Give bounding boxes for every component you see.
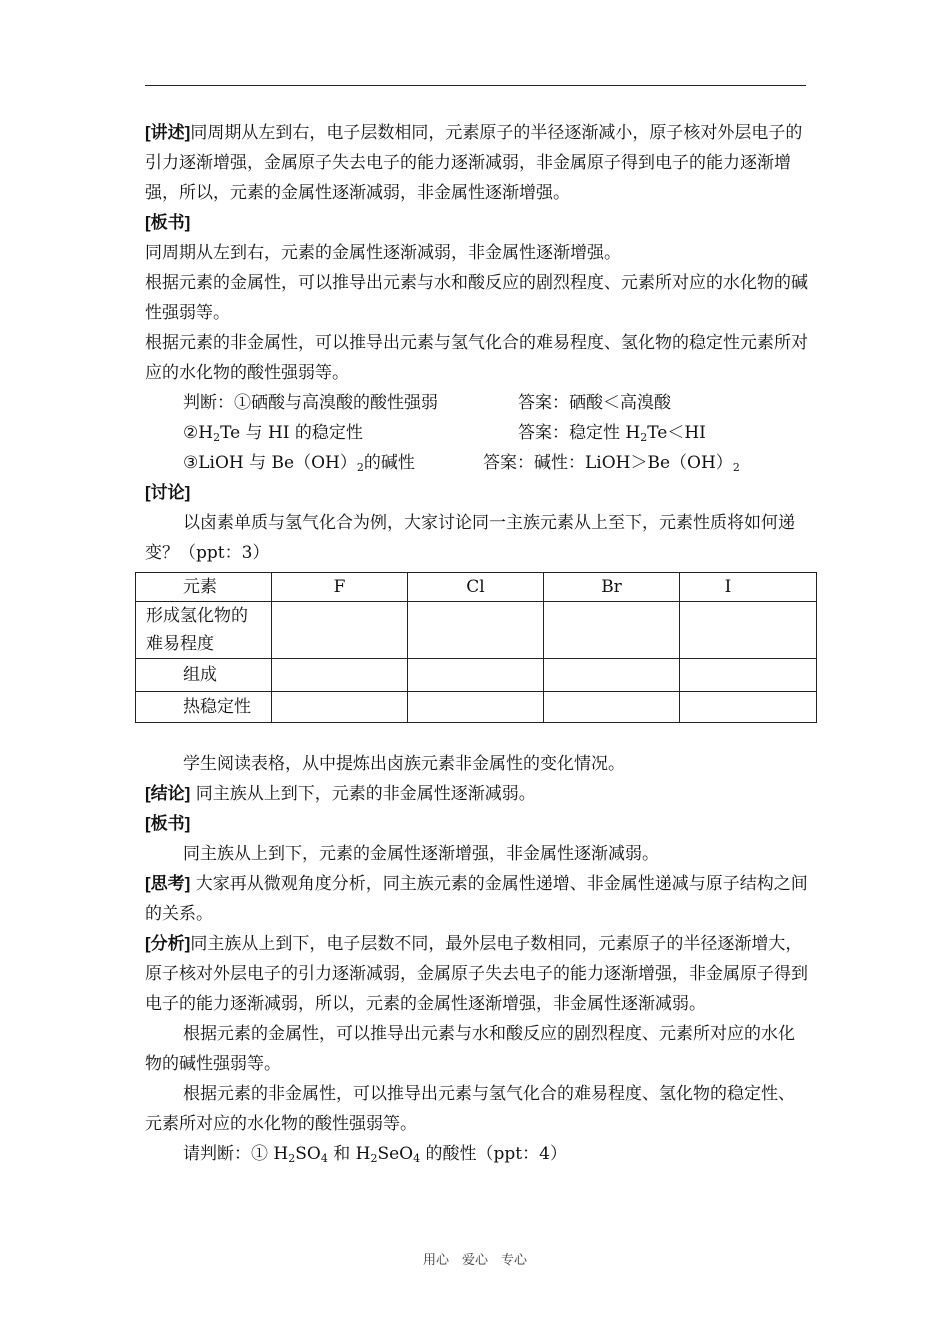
document-body [145,118,808,1169]
table-cell [408,692,544,723]
conclusion-text: 同主族从上到下，元素的非金属性逐渐减弱。 [190,784,536,804]
label-conclusion: [结论] [145,784,191,803]
think-text: 大家再从微观角度分析，同主族元素的金属性递增、非金属性递减与原子结构之间的关系。 [145,874,808,924]
table-cell [544,692,680,723]
board-1-line-2: 根据元素的金属性，可以推导出元素与水和酸反应的剧烈程度、元素所对应的水化物的碱性强弱等。 [145,273,808,323]
paragraph-think [145,869,808,929]
label-lecture: [讲述] [145,123,191,142]
judge-line-2 [145,418,808,448]
table-cell [408,602,544,659]
page-footer: 用心 爱心 专心 [422,1253,527,1268]
lecture-text: 同周期从左到右，电子层数相同，元素原子的半径逐渐减小，原子核对外层电子的引力逐渐增强，金属原子失去电子的能力逐渐减弱，非金属原子得到电子的能力逐渐增强，所以，元素的金属性逐渐减弱，非金属性逐渐增强。 [145,123,803,203]
table-row [136,602,817,659]
paragraph-lecture [145,118,808,208]
board-2-text: 同主族从上到下，元素的金属性逐渐增强，非金属性逐渐减弱。 [183,844,659,864]
table-header-cell: 元素 [136,573,272,602]
table-header-cell: F [272,573,408,602]
please-judge-line: 请判断：① $H_2SO_4$ 和 $H_2SeO_4$ 的酸性（ppt：4） [183,1144,567,1165]
halogen-table [135,572,817,723]
analysis-text: 同主族从上到下，电子层数不同，最外层电子数相同，元素原子的半径逐渐增大，原子核对外层电子的引力逐渐减弱，金属原子失去电子的能力逐渐增强，非金属原子得到电子的能力逐渐减弱，所以，元素的金属性逐渐增强，非金属性逐渐减弱。 [145,934,808,1014]
table-header-cell: Br [544,573,680,602]
label-board-1: [板书] [145,213,191,232]
table-header-cell: Cl [408,573,544,602]
label-discuss: [讨论] [145,483,191,502]
table-cell [272,602,408,659]
judge-question-2: $②H_2Te$ 与 HI 的稳定性 [183,423,363,444]
judge-question-1: 判断：①硒酸与高溴酸的酸性强弱 [183,393,438,413]
label-board-2: [板书] [145,814,191,833]
discuss-text: 以卤素单质与氢气化合为例，大家讨论同一主族元素从上至下，元素性质将如何递变？（ppt：3） [145,513,795,563]
table-cell [544,659,680,692]
metal-paragraph: 根据元素的金属性，可以推导出元素与水和酸反应的剧烈程度、元素所对应的水化物的碱性强弱等。 [145,1024,795,1074]
table-cell [680,659,817,692]
table-row-label: 热稳定性 [136,692,272,723]
table-row-label: 形成氢化物的 难易程度 [136,602,272,659]
table-cell [272,659,408,692]
judge-answer-2: 答案：稳定性 $H_2Te<HI$ [518,423,706,444]
judge-answer-3: 答案：碱性：$LiOH>Be(OH)_2$ [483,453,740,474]
student-read-text: 学生阅读表格，从中提炼出卤族元素非金属性的变化情况。 [183,754,625,774]
table-header-row [136,573,817,602]
label-analysis: [分析] [145,934,191,953]
judge-answer-1: 答案：硒酸＜高溴酸 [518,393,671,413]
paragraph-conclusion [145,779,808,809]
board-1-line-3: 根据元素的非金属性，可以推导出元素与氢气化合的难易程度、氢化物的稳定性元素所对应的水化物的酸性强弱等。 [145,333,808,383]
table-row [136,659,817,692]
table-row [136,692,817,723]
judge-line-1 [145,388,808,418]
header-rule [145,85,806,86]
paragraph-analysis [145,929,808,1019]
board-1-line-1: 同周期从左到右，元素的金属性逐渐减弱，非金属性逐渐增强。 [145,243,621,263]
table-cell [272,692,408,723]
judge-line-3 [145,448,808,478]
table-cell [544,602,680,659]
table-cell [680,692,817,723]
table-row-label: 组成 [136,659,272,692]
label-think: [思考] [145,874,191,893]
table-cell [408,659,544,692]
judge-question-3: ③LiOH 与 $Be(OH)_2$的碱性 [183,453,415,474]
table-header-cell: I [680,573,817,602]
nonmetal-paragraph: 根据元素的非金属性，可以推导出元素与氢气化合的难易程度、氢化物的稳定性、元素所对应的水化物的酸性强弱等。 [145,1084,795,1134]
table-cell [680,602,817,659]
